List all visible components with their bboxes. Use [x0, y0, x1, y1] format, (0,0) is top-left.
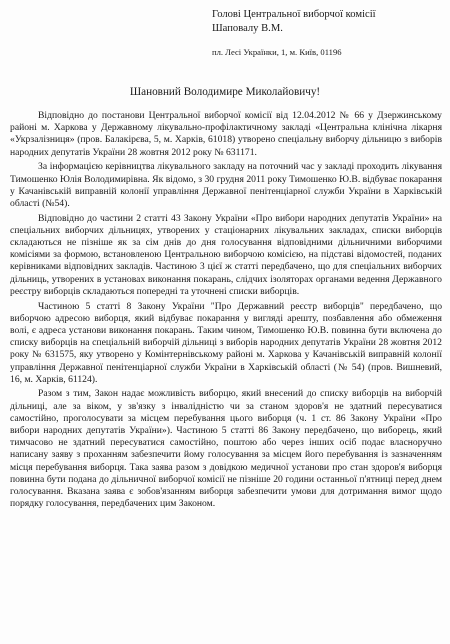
addressee-title: Голові Центральної виборчої комісії: [212, 9, 376, 20]
paragraph-2: За інформацією керівництва лікувального закладу на поточний час у закладі проходить лікування Тимошенко Юлія Володимирівна. Як відомо, з 30 грудня 2011 року Тимошенко Ю.В. відбуває покарання у Качанівській виправній колонії управління Державної пенітенціарної служби України в Харківській області (№54).: [10, 161, 442, 209]
paragraph-3: Відповідно до частини 2 статті 43 Закону України «Про вибори народних депутатів України» на спеціальних виборчих дільницях, утворених у стаціонарних лікувальних закладах, списки виборців складаються не пізніше як за сім днів до дня голосування відповідними дільничними виборчими комісіями за формою, встановленою Центральною виборчою комісією, на підставі відомостей, поданих керівниками відповідних закладів. Частиною 3 цієї ж статті передбачено, що для спеціальних виборчих дільниць, утворених в установах виконання покарань, слідчих ізоляторах органами ведення Державного реєстру виборців складаються попередні та уточнені списки виборців.: [10, 212, 442, 297]
addressee-name: Шаповалу В.М.: [212, 23, 283, 34]
addressee-block: [212, 8, 446, 59]
paragraph-1: Відповідно до постанови Центральної виборчої комісії від 12.04.2012 № 66 у Дзержинському районі м. Харкова у Державному лікувально-профілактичному закладі «Центральна клінічна лікарня «Укрзалізниця» (пров. Балакірєва, 5, м. Харків, 61018) утворено спеціальну виборчу дільницю з виборів народних депутатів України 28 жовтня 2012 року № 631171.: [10, 110, 442, 158]
letter-body: [10, 110, 442, 511]
paragraph-4: Частиною 5 статті 8 Закону України "Про Державний реєстр виборців" передбачено, що виборчою адресою виборця, який відбуває покарання у вигляді арешту, позбавлення або обмеження волі, є адреса установи виконання покарань. Таким чином, Тимошенко Ю.В. повинна бути включена до списку виборців на спеціальній виборчій дільниці з виборів народних депутатів України 28 жовтня 2012 року № 631575, яку утворено у Комінтернівському районі м. Харкова у Качанівській виправній колонії управління Державної пенітенціарної служби України в Харківській області (№ 54) (пров. Вишневий, 16, м. Харків, 61124).: [10, 300, 442, 385]
addressee-address: пл. Лесі Українки, 1, м. Київ, 01196: [212, 47, 342, 57]
salutation: Шановний Володимире Миколайовичу!: [129, 86, 321, 98]
paragraph-5: Разом з тим, Закон надає можливість виборцю, який внесений до списку виборців на виборчій дільниці, але за віком, у зв'язку з інвалідністю чи за станом здоров'я не здатний пересуватися самостійно, проголосувати за місцем перебування цього виборця (ч. 1 ст. 86 Закону України «Про вибори народних депутатів України»). Частиною 5 статті 86 Закону передбачено, що виборець, який тимчасово не здатний пересуватися самостійно, поштою або через інших осіб подає власноручно написану заяву з проханням забезпечити йому голосування за місцем його перебування із зазначенням місця перебування виборця. Така заява разом з довідкою медичної установи про стан здоров'я виборця повинна бути подана до дільничної виборчої комісії не пізніше 20 години останньої п'ятниці перед днем голосування. Вказана заява є зобов'язанням виборця забезпечити умови для дотримання вимог щодо порядку голосування, передбачених цим Законом.: [10, 388, 442, 510]
